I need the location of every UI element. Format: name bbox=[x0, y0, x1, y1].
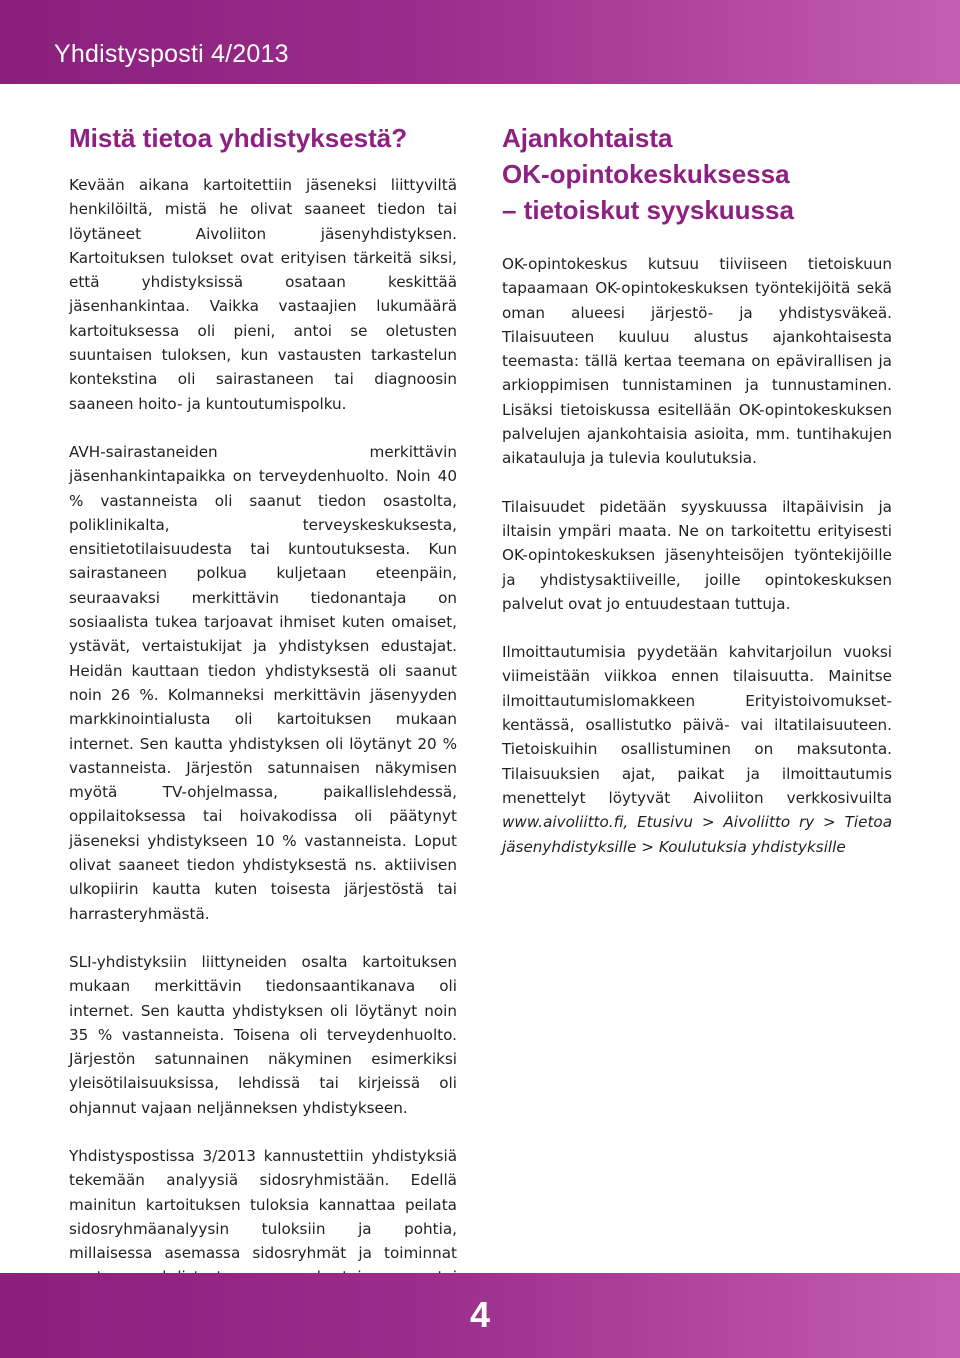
news-title bbox=[502, 120, 892, 228]
article-title: Mistä tietoa yhdistyksestä? bbox=[69, 123, 408, 153]
news-title-line-3: – tietoiskut syyskuussa bbox=[502, 195, 794, 225]
right-column bbox=[502, 120, 892, 859]
left-column bbox=[69, 118, 457, 1314]
publication-title: Yhdistysposti 4/2013 bbox=[54, 40, 289, 68]
news-paragraph-3-text: Ilmoittautumisia pyydetään kahvitarjoilun vuoksi viimeistään viikkoa ennen tilaisuutta. Mainitse ilmoittautumislomakkeen Erityistoivomukset-kentässä, osallistutko päivä- vai iltatilaisuuteen. Tietoiskuihin osallistuminen on maksutonta. Tilaisuuksien ajat, paikat ja ilmoittautumis menettelyt löytyvät Aivoliiton verkkosivuilta bbox=[502, 643, 892, 807]
article-paragraph-3: SLI-yhdistyksiin liittyneiden osalta kartoituksen mukaan merkittävin tiedonsaantikanava oli internet. Sen kautta yhdistyksen oli löytänyt noin 35 % vastanneista. Toisena oli terveydenhuolto. Järjestön satunnainen näkyminen esimerkiksi yleisötilaisuuksissa, lehdissä tai kirjeissä oli ohjannut vajaan neljänneksen yhdistykseen. bbox=[69, 952, 457, 1117]
news-paragraph-1: OK-opintokeskus kutsuu tiiviiseen tietoiskuun tapaamaan OK-opintokeskuksen työntekijöitä sekä oman alueesi järjestö- ja yhdistysväkeä. Tilaisuuteen kuuluu alustus ajankohtaisesta teemasta: tällä kertaa teemana on epävirallisen ja arkioppimisen tunnistaminen ja tunnustaminen. Lisäksi tietoiskussa esitellään OK-opintokeskuksen palvelujen ajankohtaisia asioita, mm. tuntihakujen aikatauluja ja tulevia koulutuksia. bbox=[502, 255, 892, 468]
website-link[interactable]: www.aivoliitto.fi, Etusivu > Aivoliitto ry > Tietoa jäsenyhdistyksille > Koulutuksia yhdistyksille bbox=[502, 813, 892, 856]
article-paragraph-4: Yhdistyspostissa 3/2013 kannustettiin yhdistyksiä tekemään analyysiä sidosryhmistään. Edellä mainitun kartoituksen tuloksia kannattaa peilata sidosryhmäanalyysin tuloksiin ja pohtia, millaisessa asemassa sidosryhmät ja toiminnat bbox=[69, 1146, 457, 1263]
footer-bar bbox=[0, 1273, 960, 1358]
news-paragraph-2: Tilaisuudet pidetään syyskuussa iltapäivisin ja iltaisin ympäri maata. Ne on tarkoitettu erityisesti OK-opintokeskuksen jäsenyhteisöjen työntekijöille ja yhdistysaktiiveille, joille opintokeskuksen palvelut ovat jo entuudestaan tuttuja. bbox=[502, 497, 892, 613]
news-paragraph-3 bbox=[502, 640, 892, 859]
page-number: 4 bbox=[469, 1294, 491, 1335]
article-paragraph-1: Kevään aikana kartoitettiin jäseneksi liittyviltä henkilöiltä, mistä he olivat saaneet tiedon tai löytäneet Aivoliiton jäsenyhdistyksen. Kartoituksen tulokset ovat erityisen tärkeitä siksi, että yhdistyksissä osataan keskittää jäsenhankintaa. Vaikka vastaajien lukumäärä kartoituksessa oli pieni, antoi se oletusten suuntaisen tuloksen, kun vastausten tarkastelun kontekstina oli sairastaneen tai diagnoosin saaneen hoito- ja kuntoutumispolku. bbox=[69, 176, 457, 413]
article-paragraph-2: AVH-sairastaneiden merkittävin jäsenhankintapaikka on terveydenhuolto. Noin 40 % vastanneista oli saanut tiedon osastolta, poliklinikalta, terveyskeskuksesta, ensitietotilaisuudesta tai kuntoutuksesta. Kun sairastaneen polkua kuljetaan eteenpäin, seuraavaksi merkittävin tiedonantaja on sosiaalista tukea tarjoavat ihmiset kuten omaiset, ystävät, vertaistukijat ja yhdistyksen edustajat. Heidän kauttaan tiedon yhdistyksestä oli saanut noin 26 %. Kolmanneksi merkittävin jäsenyyden markkinointialusta oli kartoituksen mukaan internet. Sen kautta yhdistyksen oli löytänyt 20 % vastanneista. Järjestön satunnaisen näkymisen myötä TV-ohjelmassa, paikallislehdessä, oppilaitoksessa tai hoivakodissa oli päätynyt jäseneksi yhdistykseen 10 % vastanneista. Loput olivat saaneet tiedon yhdistyksestä ns. aktiivisen ulkopiirin kautta kuten toisesta järjestöstä tai harrasteryhmästä. bbox=[69, 442, 457, 923]
news-title-line-1: Ajankohtaista bbox=[502, 123, 673, 153]
news-title-line-2: OK-opintokeskuksessa bbox=[502, 159, 790, 189]
header-bar bbox=[0, 0, 960, 84]
